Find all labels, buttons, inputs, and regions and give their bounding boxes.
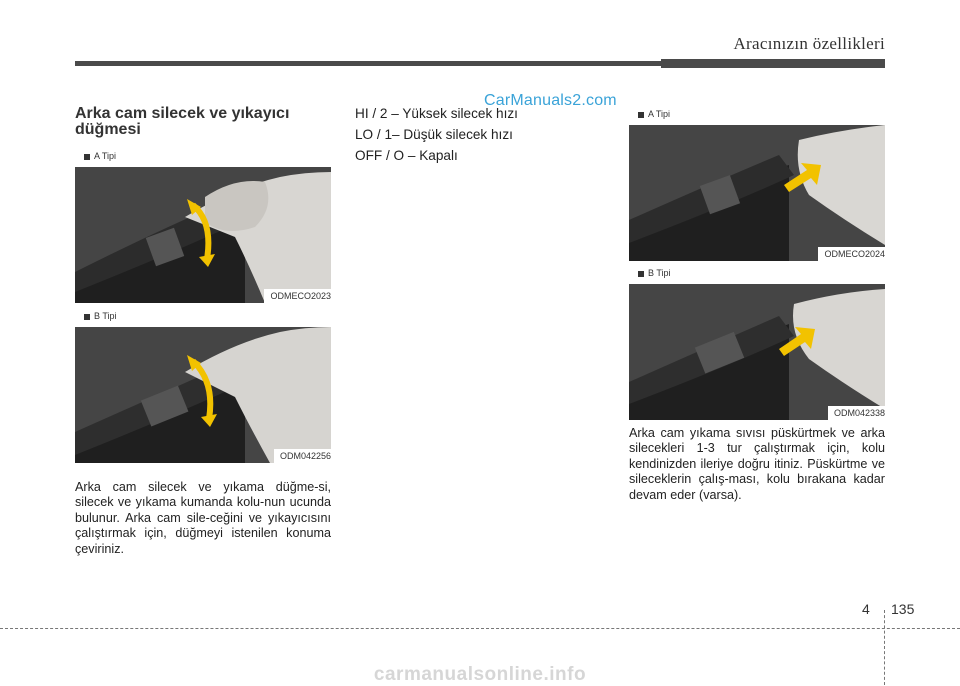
page-number: 135 xyxy=(891,601,915,617)
mode-hi: HI / 2 – Yüksek silecek hızı xyxy=(355,106,518,121)
site-watermark: carmanualsonline.info xyxy=(373,664,587,685)
figure-code: ODMECO2023 xyxy=(264,289,331,303)
square-bullet-icon xyxy=(84,154,90,160)
figure-code: ODM042338 xyxy=(828,406,885,420)
wiper-switch-push-illustration xyxy=(629,284,885,420)
figure-rear-washer-type-a xyxy=(629,103,885,261)
figure-code: ODMECO2024 xyxy=(818,247,885,261)
figure-label: A Tipi xyxy=(629,103,885,125)
mode-off: OFF / O – Kapalı xyxy=(355,148,458,163)
mode-lo: LO / 1– Düşük silecek hızı xyxy=(355,127,513,142)
figure-label: A Tipi xyxy=(75,145,331,167)
figure-code: ODM042256 xyxy=(274,449,331,463)
figure-rear-wiper-type-b xyxy=(75,305,331,463)
square-bullet-icon xyxy=(638,112,644,118)
left-body-text: Arka cam silecek ve yıkama düğme-si, silecek ve yıkama kumanda kolu-nun ucunda bulunur. Arka cam sile-ceğini ve yıkayıcısını çalıştırmak için, düğmeyi istenilen konuma çeviriniz. xyxy=(75,480,331,556)
wiper-switch-rotate-illustration xyxy=(75,327,331,463)
footer-rule xyxy=(0,628,960,629)
header-rule xyxy=(75,61,885,66)
wiper-switch-rotate-illustration xyxy=(75,167,331,303)
right-body-text: Arka cam yıkama sıvısı püskürtmek ve arka silecekleri 1-3 tur çalıştırmak için, kolu kendinizden ileriye doğru itiniz. Püskürtme ve sileceklerin çalış-ması, kolu bırakana kadar devam eder (varsa). xyxy=(629,426,885,502)
figure-label: B Tipi xyxy=(629,262,885,284)
section-number: 4 xyxy=(862,601,870,617)
source-watermark: CarManuals2.com xyxy=(484,92,617,109)
figure-rear-wiper-type-a xyxy=(75,145,331,303)
section-title: Arka cam silecek ve yıkayıcı düğmesi xyxy=(75,105,290,138)
wiper-switch-push-illustration xyxy=(629,125,885,261)
figure-rear-washer-type-b xyxy=(629,262,885,420)
square-bullet-icon xyxy=(84,314,90,320)
square-bullet-icon xyxy=(638,271,644,277)
running-header-title: Aracınızın özellikleri xyxy=(733,34,885,53)
figure-label: B Tipi xyxy=(75,305,331,327)
